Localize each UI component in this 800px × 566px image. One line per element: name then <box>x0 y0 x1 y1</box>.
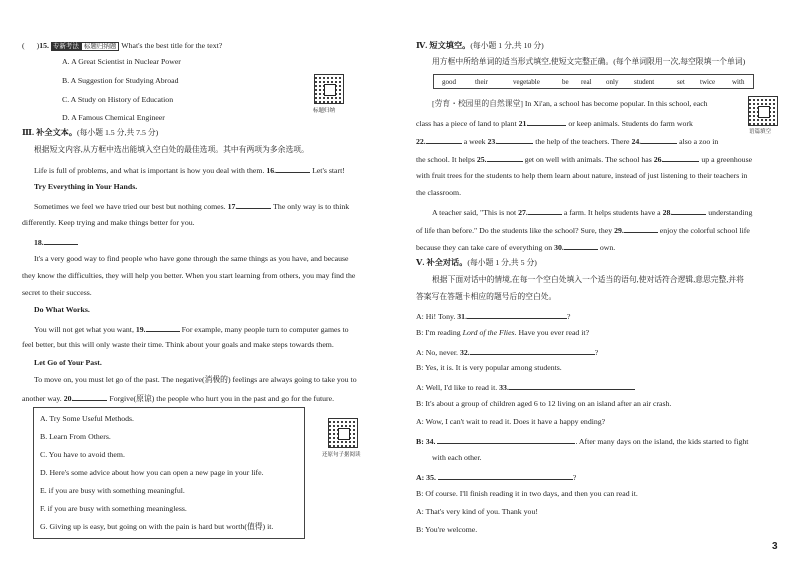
new-exam-tag: 专新考法 <box>52 42 79 50</box>
heading-try-everything: Try Everything in Your Hands. <box>34 182 138 191</box>
word: only <box>606 78 619 86</box>
option-e: E. if you are busy with something meaningful. <box>40 486 185 495</box>
paragraph-4-line-2: feel better, but this will only waste their time. Think about your goals and make steps towards them. <box>22 340 334 349</box>
title-summary-tag: 标题归纳题 <box>81 42 120 51</box>
word: their <box>475 78 488 86</box>
dialogue-line-2: B: I'm reading Lord of the Flies. Have you ever read it? <box>416 328 590 337</box>
word-bank <box>433 74 754 89</box>
dialogue-line-1: A: Hi! Tony. 31. ? <box>416 312 571 321</box>
qr-code-icon[interactable] <box>314 74 344 104</box>
dialogue-line-6: B: It's about a group of children aged 6 to 12 living on an island after an air crash. <box>416 399 672 408</box>
passage-4-line-9: because they can take care of everything on 30. own. <box>416 243 616 252</box>
passage-4-line-2: class has a piece of land to plant 21. or keep animals. Students do farm work <box>416 119 693 128</box>
paragraph-3-line-1: It's a very good way to find people who have gone through the same things as you have, and because <box>34 254 349 263</box>
paragraph-3-line-3: secret to their success. <box>22 288 92 297</box>
section-3-header: Ⅲ. 补全文本。(每小题 1.5 分,共 7.5 分) <box>22 128 159 137</box>
dialogue-line-4: B: Yes, it is. It is very popular among students. <box>416 363 562 372</box>
word: twice <box>700 78 716 86</box>
option-b: B. Learn From Others. <box>40 432 111 441</box>
section-4-header: Ⅳ. 短文填空。(每小题 1 分,共 10 分) <box>416 41 544 50</box>
q15-option-b: B. A Suggestion for Studying Abroad <box>62 76 179 85</box>
option-c: C. You have to avoid them. <box>40 450 125 459</box>
dialogue-line-5: A: Well, I'd like to read it. 33. <box>416 382 635 392</box>
paragraph-5-line-1: To move on, you must let go of the past. The negative(消极的) feelings are always going to take you to <box>34 375 357 384</box>
word: set <box>677 78 685 86</box>
q15-option-d: D. A Famous Chemical Engineer <box>62 113 165 122</box>
paragraph-2-line-1: Sometimes we feel we have tried our best but nothing comes. 17. The only way is to think <box>34 202 350 211</box>
q15-question: ( )15. 专新考法 标题归纳题 What's the best title for the text? <box>22 41 223 50</box>
topic-tag: [劳育・校园里的自然课堂] <box>432 99 523 108</box>
paragraph-2-line-2: differently. Keep trying and make things better for you. <box>22 218 195 227</box>
q15-option-c: C. A Study on History of Education <box>62 95 174 104</box>
dialogue-line-13: B: You're welcome. <box>416 525 478 534</box>
dialogue-line-11: B: Of course. I'll finish reading it in two days, and then you can read it. <box>416 489 638 498</box>
section-4-instruction: 用方框中所给单词的适当形式填空,使短文完整正确。(每个单词限用一次,每空限填一个单词) <box>432 57 746 66</box>
paragraph-5-line-2: another way. 20. Forgive(原谅) the people who hurt you in the past and go for the future. <box>22 394 335 403</box>
option-a: A. Try Some Useful Methods. <box>40 414 135 423</box>
word: good <box>442 78 456 86</box>
dialogue-line-9: with each other. <box>432 453 482 462</box>
dialogue-line-12: A: That's very kind of you. Thank you! <box>416 507 538 516</box>
passage-4-line-7: A teacher said, "This is not 27. a farm. It helps students have a 28. understanding <box>432 208 753 217</box>
qr-caption: 语篇填空 <box>749 129 772 135</box>
qr-caption: 标题归纳 <box>313 108 336 114</box>
paragraph-4-line-1: You will not get what you want, 19. For example, many people turn to computer games to <box>34 325 349 334</box>
option-f: F. if you are busy with something meaningless. <box>40 504 187 513</box>
word: vegetable <box>513 78 540 86</box>
dialogue-line-3: A: No, never. 32. ? <box>416 348 599 357</box>
option-d: D. Here's some advice about how you can open a new page in your life. <box>40 468 264 477</box>
blank-18: 18. <box>34 237 78 247</box>
section-5-header: Ⅴ. 补全对话。(每小题 1 分,共 5 分) <box>416 258 537 267</box>
passage-4-line-8: of life than before." Do the students like the school? Sure, they 29. enjoy the colorful school life <box>416 226 750 235</box>
q15-option-a: A. A Great Scientist in Nuclear Power <box>62 57 181 66</box>
qr-code-icon[interactable] <box>328 418 358 448</box>
passage-4-line-3: 22. a week 23. the help of the teachers. There 24. also a zoo in <box>416 137 719 146</box>
section-5-instruction-2: 答案写在答题卡相应的题号后的空白处。 <box>416 292 557 301</box>
paragraph-3-line-2: they know the difficulties, they will help you better. When you start learning from others, you may find the <box>22 271 356 280</box>
dialogue-line-8: B: 34. . After many days on the island, the kids started to fight <box>416 437 749 446</box>
passage-4-line-4: the school. It helps 25. get on well with animals. The school has 26. up a greenhouse <box>416 155 753 164</box>
dialogue-line-10: A: 35. ? <box>416 473 577 482</box>
word: real <box>581 78 592 86</box>
heading-do-what-works: Do What Works. <box>34 305 90 314</box>
page-number: 3 <box>772 541 778 552</box>
paragraph-1: Life is full of problems, and what is important is how you deal with them. 16. Let's start! <box>34 166 345 175</box>
word: with <box>732 78 745 86</box>
section-3-instruction: 根据短文内容,从方框中选出能填入空白处的最佳选项。其中有两项为多余选项。 <box>34 145 309 154</box>
passage-4-line-6: the classroom. <box>416 188 462 197</box>
word: be <box>562 78 569 86</box>
word: student <box>634 78 655 86</box>
qr-caption: 还原句子据阅读 <box>322 452 361 458</box>
heading-let-go: Let Go of Your Past. <box>34 358 102 367</box>
section-5-instruction-1: 根据下面对话中的情境,在每一个空白处填入一个适当的语句,使对话符合逻辑,意思完整,并将 <box>432 275 744 284</box>
qr-code-icon[interactable] <box>748 96 778 126</box>
passage-4-line-5: with fruit trees for the students to help them learn about nature, instead of just listening to their teachers in <box>416 171 748 180</box>
dialogue-line-7: A: Wow, I can't wait to read it. Does it have a happy ending? <box>416 417 606 426</box>
passage-4-line-1: [劳育・校园里的自然课堂] In Xi'an, a school has become popular. In this school, each <box>432 99 708 108</box>
option-g: G. Giving up is easy, but going on with the pain is hard but worth(值得) it. <box>40 522 274 531</box>
